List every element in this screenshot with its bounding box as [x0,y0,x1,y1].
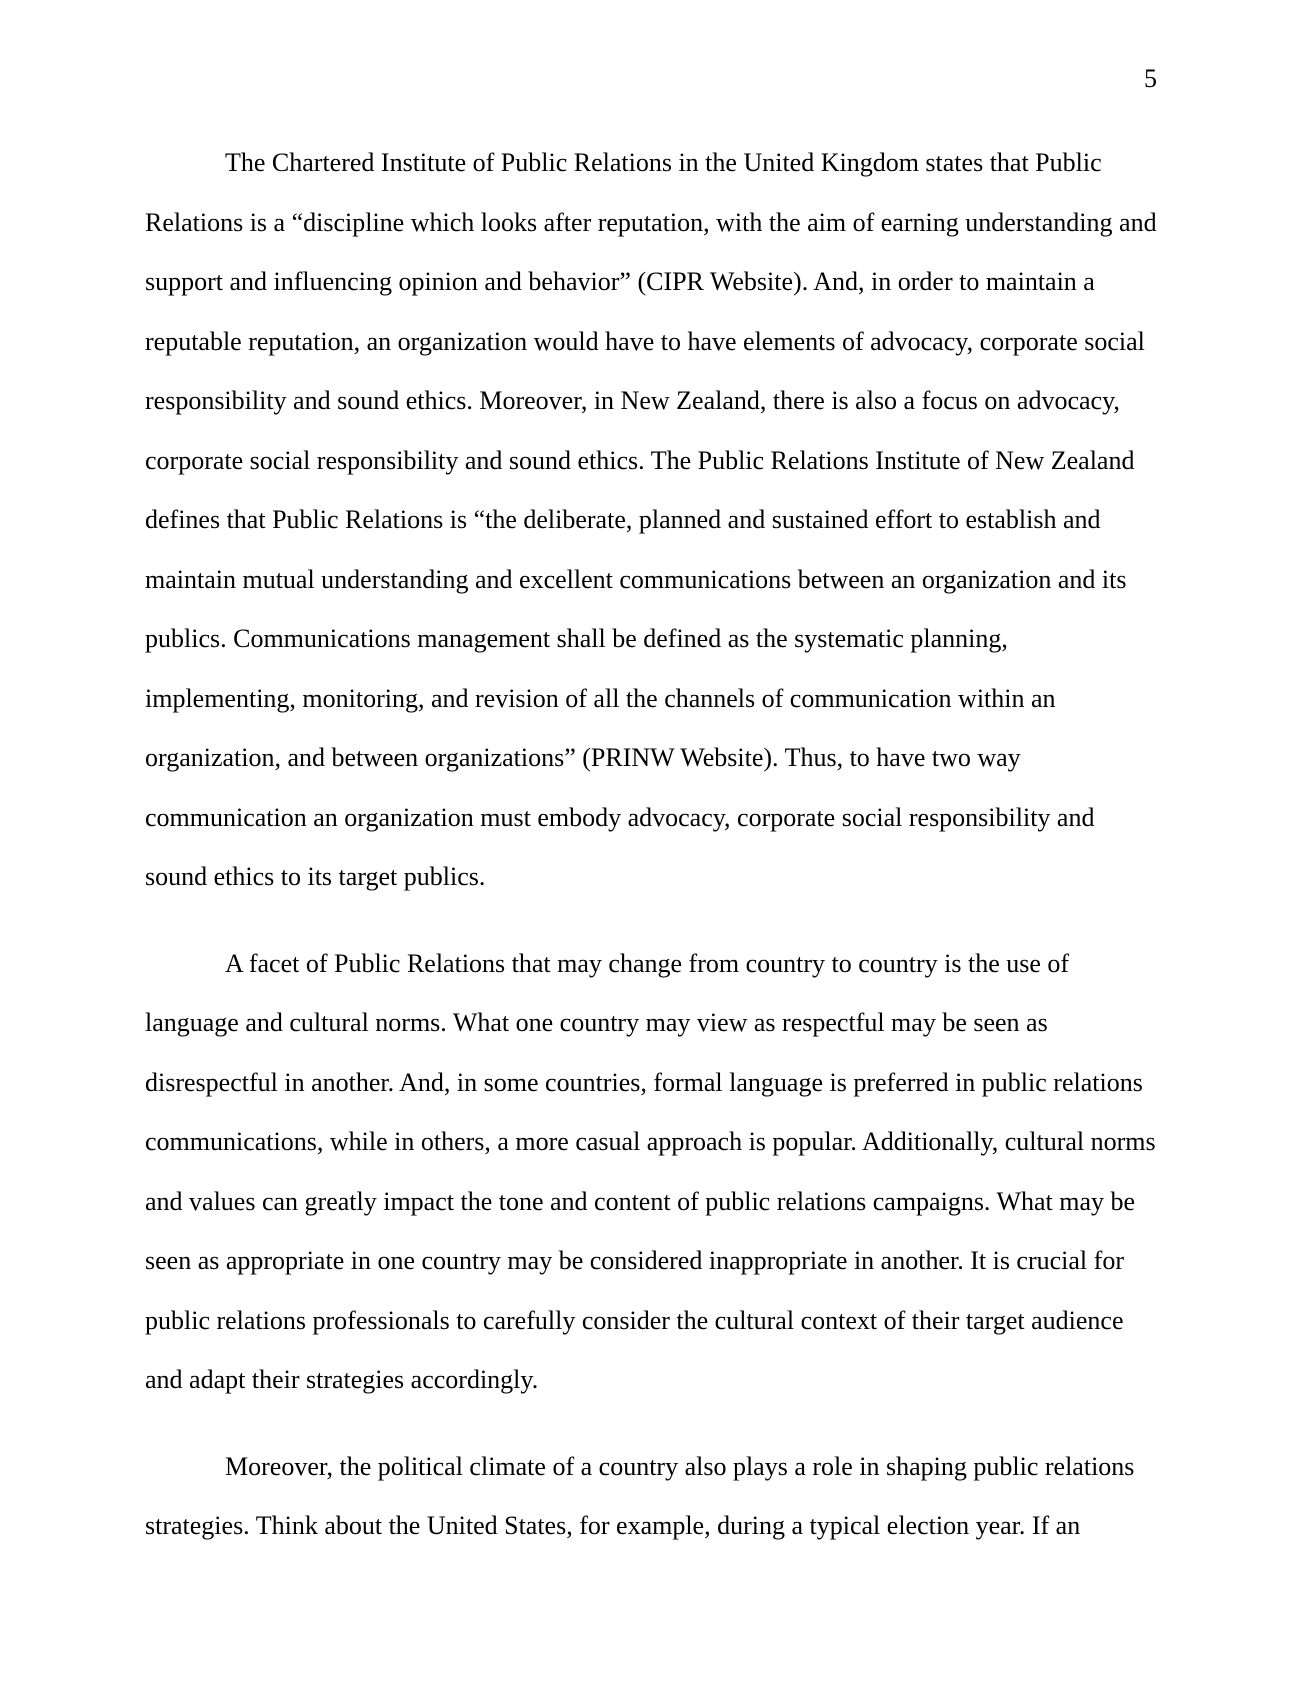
paragraph-language-cultural-norms [145,934,1190,1410]
text-line: corporate social responsibility and sound ethics. The Public Relations Institute of New Zealand [145,445,1135,475]
text-line: disrespectful in another. And, in some countries, formal language is preferred in public relations [145,1067,1143,1097]
text-line: sound ethics to its target publics. [145,862,486,891]
text-line: communication an organization must embody advocacy, corporate social responsibility and [145,802,1095,832]
text-line: language and cultural norms. What one country may view as respectful may be seen as [145,1008,1048,1037]
text-line: support and influencing opinion and behavior” (CIPR Website). And, in order to maintain a [145,267,1095,296]
text-line: responsibility and sound ethics. Moreover, in New Zealand, there is also a focus on advocacy, [145,386,1120,415]
text-line: and adapt their strategies accordingly. [145,1365,539,1394]
text-line: strategies. Think about the United States, for example, during a typical election year. If an [145,1511,1081,1540]
text-line: The Chartered Institute of Public Relations in the United Kingdom states that Public [225,148,1102,177]
text-line: reputable reputation, an organization would have to have elements of advocacy, corporate social [145,326,1145,356]
text-line: organization, and between organizations” (PRINW Website). Thus, to have two way [145,743,1021,772]
text-line: Relations is a “discipline which looks after reputation, with the aim of earning understanding and [145,207,1157,237]
text-line: maintain mutual understanding and excellent communications between an organization and its [145,564,1127,594]
text-line: and values can greatly impact the tone and content of public relations campaigns. What may be [145,1186,1136,1216]
page-number: 5 [1144,64,1157,93]
document-body [145,133,1190,1583]
text-line: Moreover, the political climate of a country also plays a role in shaping public relations [225,1451,1135,1481]
text-line: public relations professionals to carefully consider the cultural context of their target audience [145,1305,1124,1335]
text-line: defines that Public Relations is “the deliberate, planned and sustained effort to establish and [145,505,1101,534]
paragraph-political-climate [145,1437,1190,1556]
text-line: implementing, monitoring, and revision of all the channels of communication within an [145,683,1056,713]
paragraph-pr-definitions [145,133,1190,907]
text-line: seen as appropriate in one country may be considered inappropriate in another. It is crucial for [145,1246,1124,1275]
text-line: publics. Communications management shall be defined as the systematic planning, [145,624,1008,653]
text-line: A facet of Public Relations that may change from country to country is the use of [225,948,1070,978]
text-line: communications, while in others, a more casual approach is popular. Additionally, cultural norms [145,1127,1156,1156]
